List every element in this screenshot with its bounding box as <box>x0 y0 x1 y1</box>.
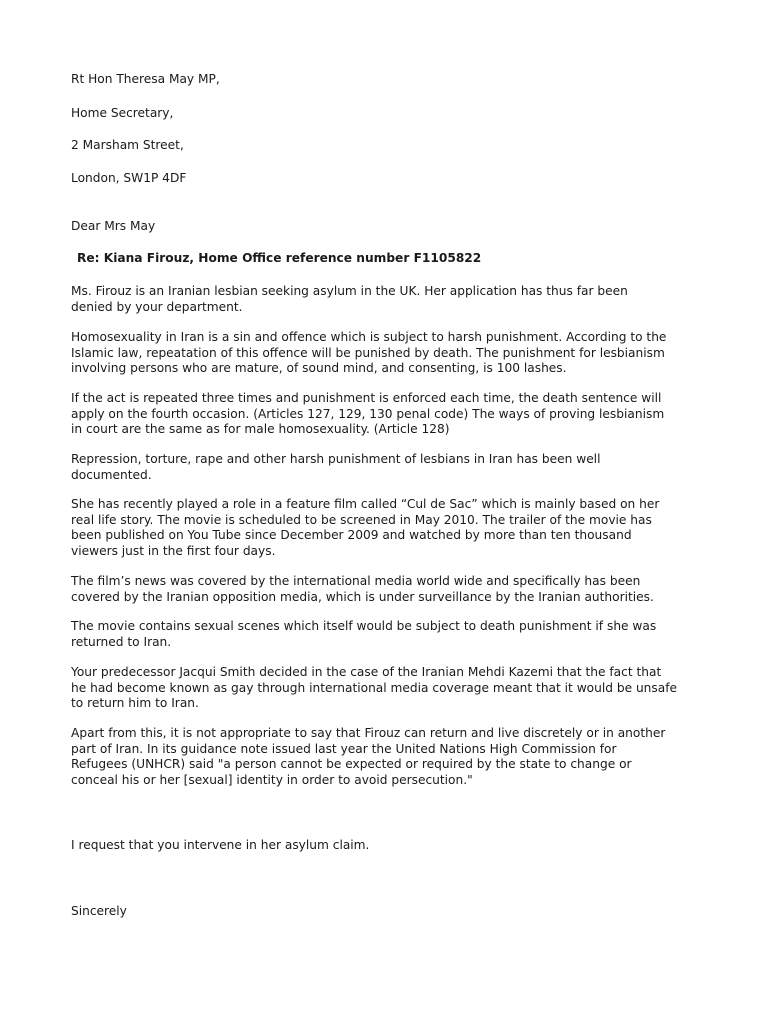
paragraph-asylum-status: Ms. Firouz is an Iranian lesbian seeking asylum in the UK. Her application has thus far been denied by your department. <box>71 284 628 314</box>
paragraph-sexual-scenes: The movie contains sexual scenes which itself would be subject to death punishment if she was returned to Iran. <box>71 619 657 649</box>
recipient-line: Rt Hon Theresa May MP, <box>71 72 220 86</box>
street-address-line: 2 Marsham Street, <box>71 138 184 152</box>
paragraph-death-sentence: If the act is repeated three times and punishment is enforced each time, the death sentence will apply on the fourth occasion. (Articles 127, 129, 130 penal code) The ways of proving lesbianism in court are the same as for male homosexuality. (Article 128) <box>71 391 665 436</box>
paragraph-unhcr-guidance: Apart from this, it is not appropriate to say that Firouz can return and live discretely or in another part of Iran. In its guidance note issued last year the United Nations High Commission for Refugees (UNHCR) said "a person cannot be expected or required by the state to change or conceal his or her [sexual] identity in order to avoid persecution." <box>71 726 666 787</box>
salutation: Dear Mrs May <box>71 219 156 233</box>
recipient-title-line: Home Secretary, <box>71 106 174 120</box>
paragraph-repression: Repression, torture, rape and other harsh punishment of lesbians in Iran has been well documented. <box>71 452 601 482</box>
city-postcode-line: London, SW1P 4DF <box>71 171 187 185</box>
request-line: I request that you intervene in her asylum claim. <box>71 838 370 852</box>
paragraph-film-role: She has recently played a role in a feature film called “Cul de Sac” which is mainly based on her real life story. The movie is scheduled to be screened in May 2010. The trailer of the movie has been published on You Tube since December 2009 and watched by more than ten thousand viewers just in the first four days. <box>71 497 660 558</box>
closing-line: Sincerely <box>71 904 127 918</box>
subject-line: Re: Kiana Firouz, Home Office reference number F1105822 <box>77 251 482 265</box>
paragraph-iran-law: Homosexuality in Iran is a sin and offence which is subject to harsh punishment. According to the Islamic law, repeatation of this offence will be punished by death. The punishment for lesbianism involving persons who are mature, of sound mind, and consenting, is 100 lashes. <box>71 330 667 375</box>
paragraph-precedent: Your predecessor Jacqui Smith decided in the case of the Iranian Mehdi Kazemi that the fact that he had become known as gay through international media coverage meant that it would be unsafe to return him to Iran. <box>71 665 678 710</box>
paragraph-media-coverage: The film’s news was covered by the international media world wide and specifically has been covered by the Iranian opposition media, which is under surveillance by the Iranian authorities. <box>71 574 654 604</box>
